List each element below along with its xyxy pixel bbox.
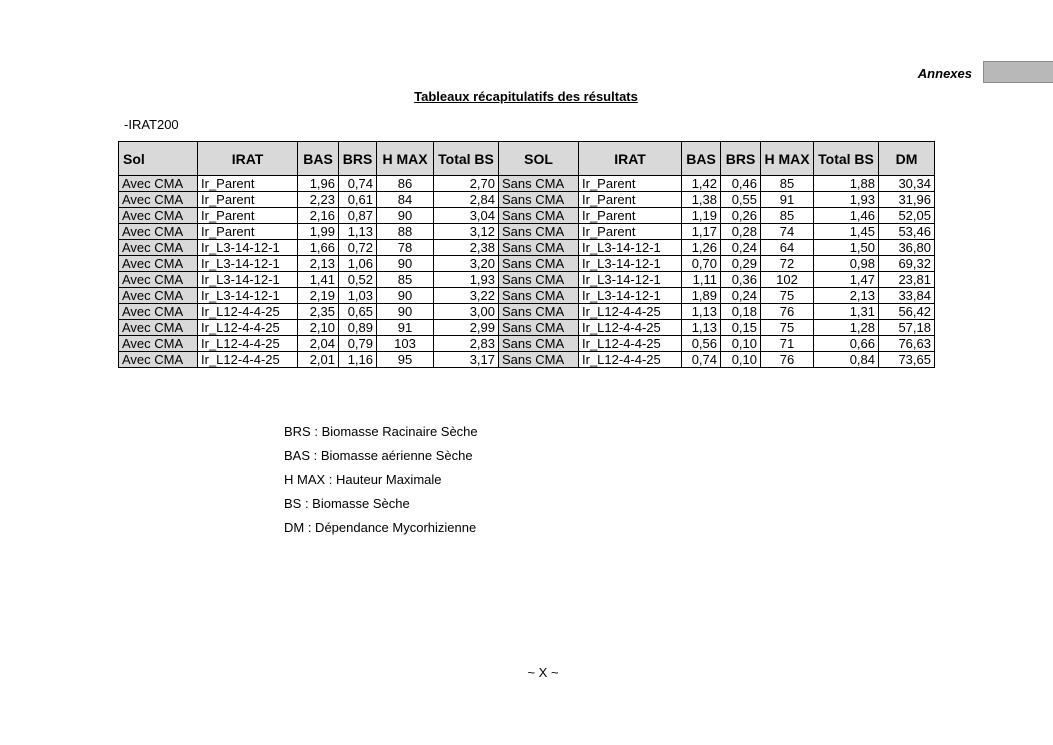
table-row: [119, 336, 935, 352]
abbreviation-legend: [284, 424, 478, 544]
table-cell: Ir_L3-14-12-1: [198, 240, 298, 256]
table-cell: 0,24: [721, 288, 761, 304]
table-cell: 78: [377, 240, 434, 256]
table-cell: 2,19: [298, 288, 339, 304]
table-cell: 3,00: [434, 304, 499, 320]
legend-item: BS : Biomasse Sèche: [284, 496, 410, 511]
table-cell: 3,12: [434, 224, 499, 240]
table-cell: 88: [377, 224, 434, 240]
table-cell: 1,47: [814, 272, 879, 288]
annex-header-label: Annexes: [917, 66, 972, 81]
table-cell: 1,19: [682, 208, 721, 224]
table-cell: Avec CMA: [119, 304, 198, 320]
table-row: [119, 352, 935, 368]
table-cell: 0,26: [721, 208, 761, 224]
column-header: Total BS: [814, 142, 879, 176]
column-header: BRS: [721, 142, 761, 176]
table-cell: Sans CMA: [499, 256, 579, 272]
table-row: [119, 320, 935, 336]
table-row: [119, 240, 935, 256]
table-cell: 2,38: [434, 240, 499, 256]
table-cell: 0,72: [339, 240, 377, 256]
table-cell: 57,18: [879, 320, 935, 336]
table-cell: Ir_Parent: [198, 176, 298, 192]
table-cell: Ir_L12-4-4-25: [579, 320, 682, 336]
table-cell: 0,56: [682, 336, 721, 352]
table-cell: Ir_Parent: [198, 224, 298, 240]
column-header: IRAT: [579, 142, 682, 176]
table-subtitle: -IRAT200: [124, 117, 179, 132]
table-cell: 2,04: [298, 336, 339, 352]
table-cell: 1,03: [339, 288, 377, 304]
table-cell: 75: [761, 288, 814, 304]
table-cell: 0,65: [339, 304, 377, 320]
table-cell: 90: [377, 256, 434, 272]
table-cell: Avec CMA: [119, 320, 198, 336]
table-cell: Ir_Parent: [579, 224, 682, 240]
table-cell: 0,52: [339, 272, 377, 288]
table-cell: 2,13: [814, 288, 879, 304]
table-cell: Avec CMA: [119, 176, 198, 192]
table-cell: Ir_L3-14-12-1: [579, 288, 682, 304]
table-cell: Ir_L12-4-4-25: [198, 304, 298, 320]
table-cell: 2,23: [298, 192, 339, 208]
table-cell: Sans CMA: [499, 176, 579, 192]
table-cell: 2,35: [298, 304, 339, 320]
page-title: Tableaux récapitulatifs des résultats: [414, 89, 638, 104]
table-cell: 1,66: [298, 240, 339, 256]
column-header: DM: [879, 142, 935, 176]
table-cell: Ir_L3-14-12-1: [579, 240, 682, 256]
table-cell: 1,50: [814, 240, 879, 256]
column-header: Sol: [119, 142, 198, 176]
table-cell: Sans CMA: [499, 320, 579, 336]
results-table: [118, 141, 935, 368]
table-cell: 36,80: [879, 240, 935, 256]
table-cell: 0,10: [721, 336, 761, 352]
table-cell: Ir_Parent: [579, 176, 682, 192]
table-cell: 1,88: [814, 176, 879, 192]
table-cell: 3,20: [434, 256, 499, 272]
table-cell: 1,41: [298, 272, 339, 288]
table-cell: 0,84: [814, 352, 879, 368]
table-cell: Ir_Parent: [198, 192, 298, 208]
table-cell: 0,24: [721, 240, 761, 256]
legend-item: BAS : Biomasse aérienne Sèche: [284, 448, 473, 463]
legend-item: DM : Dépendance Mycorhizienne: [284, 520, 477, 535]
table-cell: 90: [377, 288, 434, 304]
table-cell: 1,93: [434, 272, 499, 288]
table-cell: 0,66: [814, 336, 879, 352]
table-cell: Avec CMA: [119, 288, 198, 304]
table-cell: 2,13: [298, 256, 339, 272]
table-cell: 102: [761, 272, 814, 288]
table-cell: 0,79: [339, 336, 377, 352]
table-cell: 1,17: [682, 224, 721, 240]
table-cell: 0,10: [721, 352, 761, 368]
table-cell: Sans CMA: [499, 288, 579, 304]
table-cell: Avec CMA: [119, 224, 198, 240]
table-cell: 1,26: [682, 240, 721, 256]
legend-item: H MAX : Hauteur Maximale: [284, 472, 442, 487]
table-row: [119, 224, 935, 240]
table-cell: 69,32: [879, 256, 935, 272]
table-cell: 0,36: [721, 272, 761, 288]
table-cell: 3,17: [434, 352, 499, 368]
table-cell: 1,13: [682, 320, 721, 336]
table-cell: 85: [761, 176, 814, 192]
table-cell: Ir_L3-14-12-1: [579, 256, 682, 272]
table-cell: 0,89: [339, 320, 377, 336]
table-cell: Ir_Parent: [579, 192, 682, 208]
table-cell: 3,04: [434, 208, 499, 224]
table-cell: Ir_L3-14-12-1: [198, 272, 298, 288]
table-cell: 1,11: [682, 272, 721, 288]
table-cell: 73,65: [879, 352, 935, 368]
table-cell: 86: [377, 176, 434, 192]
table-cell: 1,13: [339, 224, 377, 240]
table-cell: 2,84: [434, 192, 499, 208]
table-cell: 103: [377, 336, 434, 352]
table-cell: 85: [377, 272, 434, 288]
table-cell: 0,18: [721, 304, 761, 320]
table-cell: 72: [761, 256, 814, 272]
table-row: [119, 288, 935, 304]
table-cell: Ir_Parent: [198, 208, 298, 224]
table-cell: Sans CMA: [499, 224, 579, 240]
table-cell: Ir_L3-14-12-1: [198, 256, 298, 272]
table-cell: 33,84: [879, 288, 935, 304]
table-cell: Ir_L12-4-4-25: [198, 320, 298, 336]
table-cell: 76: [761, 352, 814, 368]
legend-item: BRS : Biomasse Racinaire Sèche: [284, 424, 478, 439]
table-cell: Avec CMA: [119, 352, 198, 368]
table-cell: Ir_L12-4-4-25: [579, 304, 682, 320]
table-cell: 2,01: [298, 352, 339, 368]
table-cell: 1,13: [682, 304, 721, 320]
column-header: IRAT: [198, 142, 298, 176]
table-cell: 95: [377, 352, 434, 368]
column-header: Total BS: [434, 142, 499, 176]
table-cell: 0,98: [814, 256, 879, 272]
table-cell: 1,46: [814, 208, 879, 224]
table-cell: Sans CMA: [499, 240, 579, 256]
table-row: [119, 176, 935, 192]
table-cell: 1,93: [814, 192, 879, 208]
table-cell: 3,22: [434, 288, 499, 304]
table-cell: 76: [761, 304, 814, 320]
table-cell: 0,55: [721, 192, 761, 208]
table-cell: 23,81: [879, 272, 935, 288]
table-cell: 75: [761, 320, 814, 336]
table-cell: Ir_L3-14-12-1: [198, 288, 298, 304]
table-cell: Avec CMA: [119, 208, 198, 224]
table-cell: 0,15: [721, 320, 761, 336]
table-cell: 2,16: [298, 208, 339, 224]
table-cell: 56,42: [879, 304, 935, 320]
table-cell: 91: [761, 192, 814, 208]
table-row: [119, 192, 935, 208]
table-cell: Ir_L12-4-4-25: [579, 352, 682, 368]
table-cell: 76,63: [879, 336, 935, 352]
table-cell: 0,74: [339, 176, 377, 192]
table-cell: 2,99: [434, 320, 499, 336]
table-cell: 0,87: [339, 208, 377, 224]
table-cell: 84: [377, 192, 434, 208]
table-cell: Ir_Parent: [579, 208, 682, 224]
table-cell: 85: [761, 208, 814, 224]
table-cell: 2,83: [434, 336, 499, 352]
table-cell: Ir_L12-4-4-25: [198, 336, 298, 352]
page-number: ~ X ~: [527, 665, 559, 680]
table-cell: 1,16: [339, 352, 377, 368]
table-cell: Avec CMA: [119, 256, 198, 272]
table-cell: 1,99: [298, 224, 339, 240]
table-cell: 0,28: [721, 224, 761, 240]
table-cell: 2,70: [434, 176, 499, 192]
table-cell: Avec CMA: [119, 192, 198, 208]
column-header: BAS: [298, 142, 339, 176]
table-cell: 1,38: [682, 192, 721, 208]
column-header: H MAX: [761, 142, 814, 176]
table-body: [119, 176, 935, 368]
table-cell: 0,29: [721, 256, 761, 272]
table-row: [119, 256, 935, 272]
table-cell: 1,89: [682, 288, 721, 304]
table-cell: 74: [761, 224, 814, 240]
table-cell: Sans CMA: [499, 352, 579, 368]
table-cell: 31,96: [879, 192, 935, 208]
column-header: SOL: [499, 142, 579, 176]
table-header-row: [119, 142, 935, 176]
table-cell: Sans CMA: [499, 208, 579, 224]
table-cell: 2,10: [298, 320, 339, 336]
table-cell: 1,42: [682, 176, 721, 192]
table-cell: 90: [377, 208, 434, 224]
table-cell: Sans CMA: [499, 336, 579, 352]
table-cell: 0,74: [682, 352, 721, 368]
table-cell: Ir_L12-4-4-25: [579, 336, 682, 352]
table-row: [119, 208, 935, 224]
table-cell: Avec CMA: [119, 240, 198, 256]
table-cell: 52,05: [879, 208, 935, 224]
table-row: [119, 272, 935, 288]
table-cell: Avec CMA: [119, 272, 198, 288]
table-cell: 90: [377, 304, 434, 320]
table-cell: 53,46: [879, 224, 935, 240]
table-cell: 1,45: [814, 224, 879, 240]
column-header: BAS: [682, 142, 721, 176]
table-cell: 1,31: [814, 304, 879, 320]
table-cell: Sans CMA: [499, 272, 579, 288]
table-cell: 30,34: [879, 176, 935, 192]
table-row: [119, 304, 935, 320]
table-cell: Avec CMA: [119, 336, 198, 352]
table-cell: 0,46: [721, 176, 761, 192]
table-cell: Ir_L12-4-4-25: [198, 352, 298, 368]
table-cell: 91: [377, 320, 434, 336]
table-cell: Ir_L3-14-12-1: [579, 272, 682, 288]
table-cell: 71: [761, 336, 814, 352]
annex-header-box: [983, 61, 1053, 83]
table-cell: Sans CMA: [499, 304, 579, 320]
table-cell: 1,06: [339, 256, 377, 272]
table-cell: 0,61: [339, 192, 377, 208]
table-cell: 1,96: [298, 176, 339, 192]
column-header: BRS: [339, 142, 377, 176]
column-header: H MAX: [377, 142, 434, 176]
table-cell: 1,28: [814, 320, 879, 336]
table-cell: 0,70: [682, 256, 721, 272]
table-cell: Sans CMA: [499, 192, 579, 208]
table-cell: 64: [761, 240, 814, 256]
